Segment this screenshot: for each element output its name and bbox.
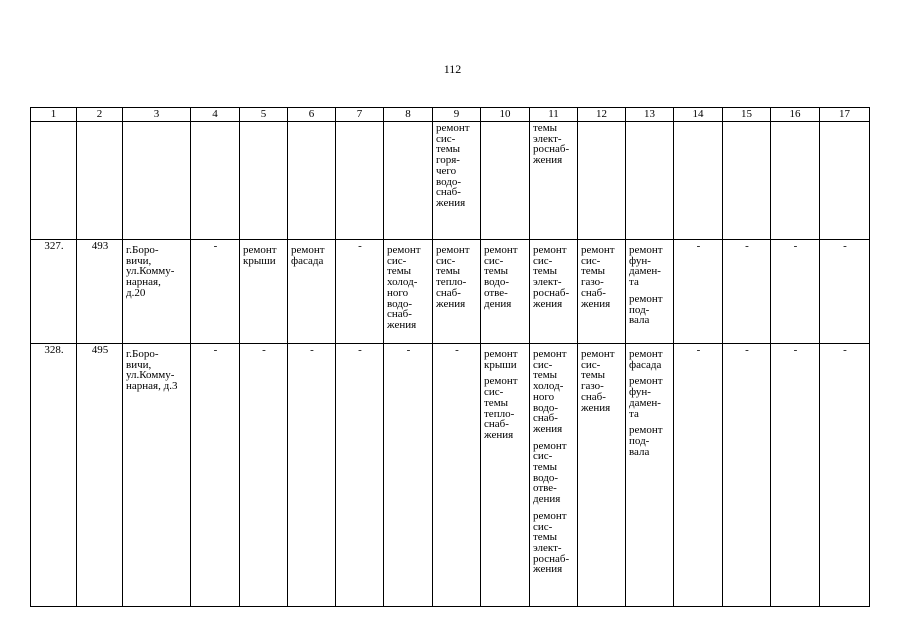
cell-object-id: 495: [77, 344, 123, 607]
cell-c17: [820, 122, 870, 240]
cell-c14: -: [674, 344, 723, 607]
repair-schedule-table: [30, 107, 870, 607]
cell-c12: [578, 122, 626, 240]
cell-c4: -: [191, 344, 240, 607]
cell-c11: [530, 122, 578, 240]
cell-c15: -: [723, 344, 771, 607]
cell-object-id: [77, 122, 123, 240]
work-item: ремонт сис- темы тепло- снаб- жения: [436, 244, 470, 310]
column-number-4: 4: [191, 108, 240, 122]
cell-c4: [191, 122, 240, 240]
cell-c5: ремонт крыши: [240, 240, 288, 344]
work-item: ремонт сис- темы горя- чего водо- снаб- жения: [436, 122, 470, 209]
cell-c16: [771, 122, 820, 240]
column-number-6: 6: [288, 108, 336, 122]
cell-c8: ремонт сис- темы холод- ного водо- снаб- жения: [384, 240, 433, 344]
work-item: ремонт под- вала: [629, 424, 663, 458]
cell-c12: [578, 240, 626, 344]
column-number-5: 5: [240, 108, 288, 122]
cell-c11: [530, 344, 578, 607]
cell-c12: [578, 344, 626, 607]
column-number-16: 16: [771, 108, 820, 122]
cell-c16: -: [771, 344, 820, 607]
work-item: ремонт фасада: [629, 348, 663, 371]
cell-c7: [336, 122, 384, 240]
cell-c14: [674, 122, 723, 240]
work-item: ремонт сис- темы холод- ного водо- снаб- жения: [533, 348, 567, 435]
column-number-9: 9: [433, 108, 481, 122]
cell-address: г.Боро- вичи, ул.Комму- нарная, д.20: [123, 240, 191, 344]
header-row: [31, 108, 870, 122]
work-item: ремонт сис- темы элект- роснаб- жения: [533, 509, 570, 576]
cell-c14: -: [674, 240, 723, 344]
column-number-1: 1: [31, 108, 77, 122]
column-number-17: 17: [820, 108, 870, 122]
cell-row-number: 327.: [31, 240, 77, 344]
work-item: ремонт сис- темы тепло- снаб- жения: [484, 375, 518, 441]
cell-c11: [530, 240, 578, 344]
cell-c5: -: [240, 344, 288, 607]
cell-c16: -: [771, 240, 820, 344]
page-number: 112: [443, 62, 462, 76]
work-item: ремонт фун- дамен- та: [629, 244, 663, 289]
cell-c7: -: [336, 240, 384, 344]
work-item: ремонт фун- дамен- та: [629, 375, 663, 420]
cell-c13: [626, 240, 674, 344]
cell-c13: [626, 344, 674, 607]
cell-c10: [481, 240, 530, 344]
column-number-14: 14: [674, 108, 723, 122]
cell-c8: -: [384, 344, 433, 607]
cell-c9: [433, 240, 481, 344]
work-item: ремонт под- вала: [629, 292, 663, 327]
column-number-12: 12: [578, 108, 626, 122]
table-row: [31, 122, 870, 240]
work-item: ремонт сис- темы водо- отве- дения: [484, 244, 518, 310]
work-item: темы элект- роснаб- жения: [533, 122, 570, 167]
cell-c17: -: [820, 344, 870, 607]
cell-row-number: 328.: [31, 344, 77, 607]
column-number-7: 7: [336, 108, 384, 122]
cell-address: г.Боро- вичи, ул.Комму- нарная, д.3: [123, 344, 191, 607]
table-row: [31, 344, 870, 607]
table-row: [31, 240, 870, 344]
work-item: ремонт крыши: [484, 348, 518, 371]
cell-c10: [481, 344, 530, 607]
cell-c15: [723, 122, 771, 240]
cell-c13: [626, 122, 674, 240]
column-number-8: 8: [384, 108, 433, 122]
cell-c5: [240, 122, 288, 240]
column-number-13: 13: [626, 108, 674, 122]
cell-c15: -: [723, 240, 771, 344]
work-item: ремонт сис- темы газо- снаб- жения: [581, 348, 615, 414]
column-number-10: 10: [481, 108, 530, 122]
column-number-11: 11: [530, 108, 578, 122]
cell-c8: [384, 122, 433, 240]
cell-c9: [433, 122, 481, 240]
work-item: ремонт сис- темы газо- снаб- жения: [581, 244, 615, 310]
cell-c10: [481, 122, 530, 240]
column-number-15: 15: [723, 108, 771, 122]
cell-c6: [288, 122, 336, 240]
cell-c6: ремонт фасада: [288, 240, 336, 344]
cell-c6: -: [288, 344, 336, 607]
work-item: ремонт сис- темы элект- роснаб- жения: [533, 244, 570, 310]
column-number-3: 3: [123, 108, 191, 122]
column-number-2: 2: [77, 108, 123, 122]
cell-c4: -: [191, 240, 240, 344]
cell-c17: -: [820, 240, 870, 344]
cell-c7: -: [336, 344, 384, 607]
work-item: ремонт сис- темы водо- отве- дения: [533, 439, 567, 506]
cell-address: [123, 122, 191, 240]
cell-c9: -: [433, 344, 481, 607]
cell-object-id: 493: [77, 240, 123, 344]
cell-row-number: [31, 122, 77, 240]
